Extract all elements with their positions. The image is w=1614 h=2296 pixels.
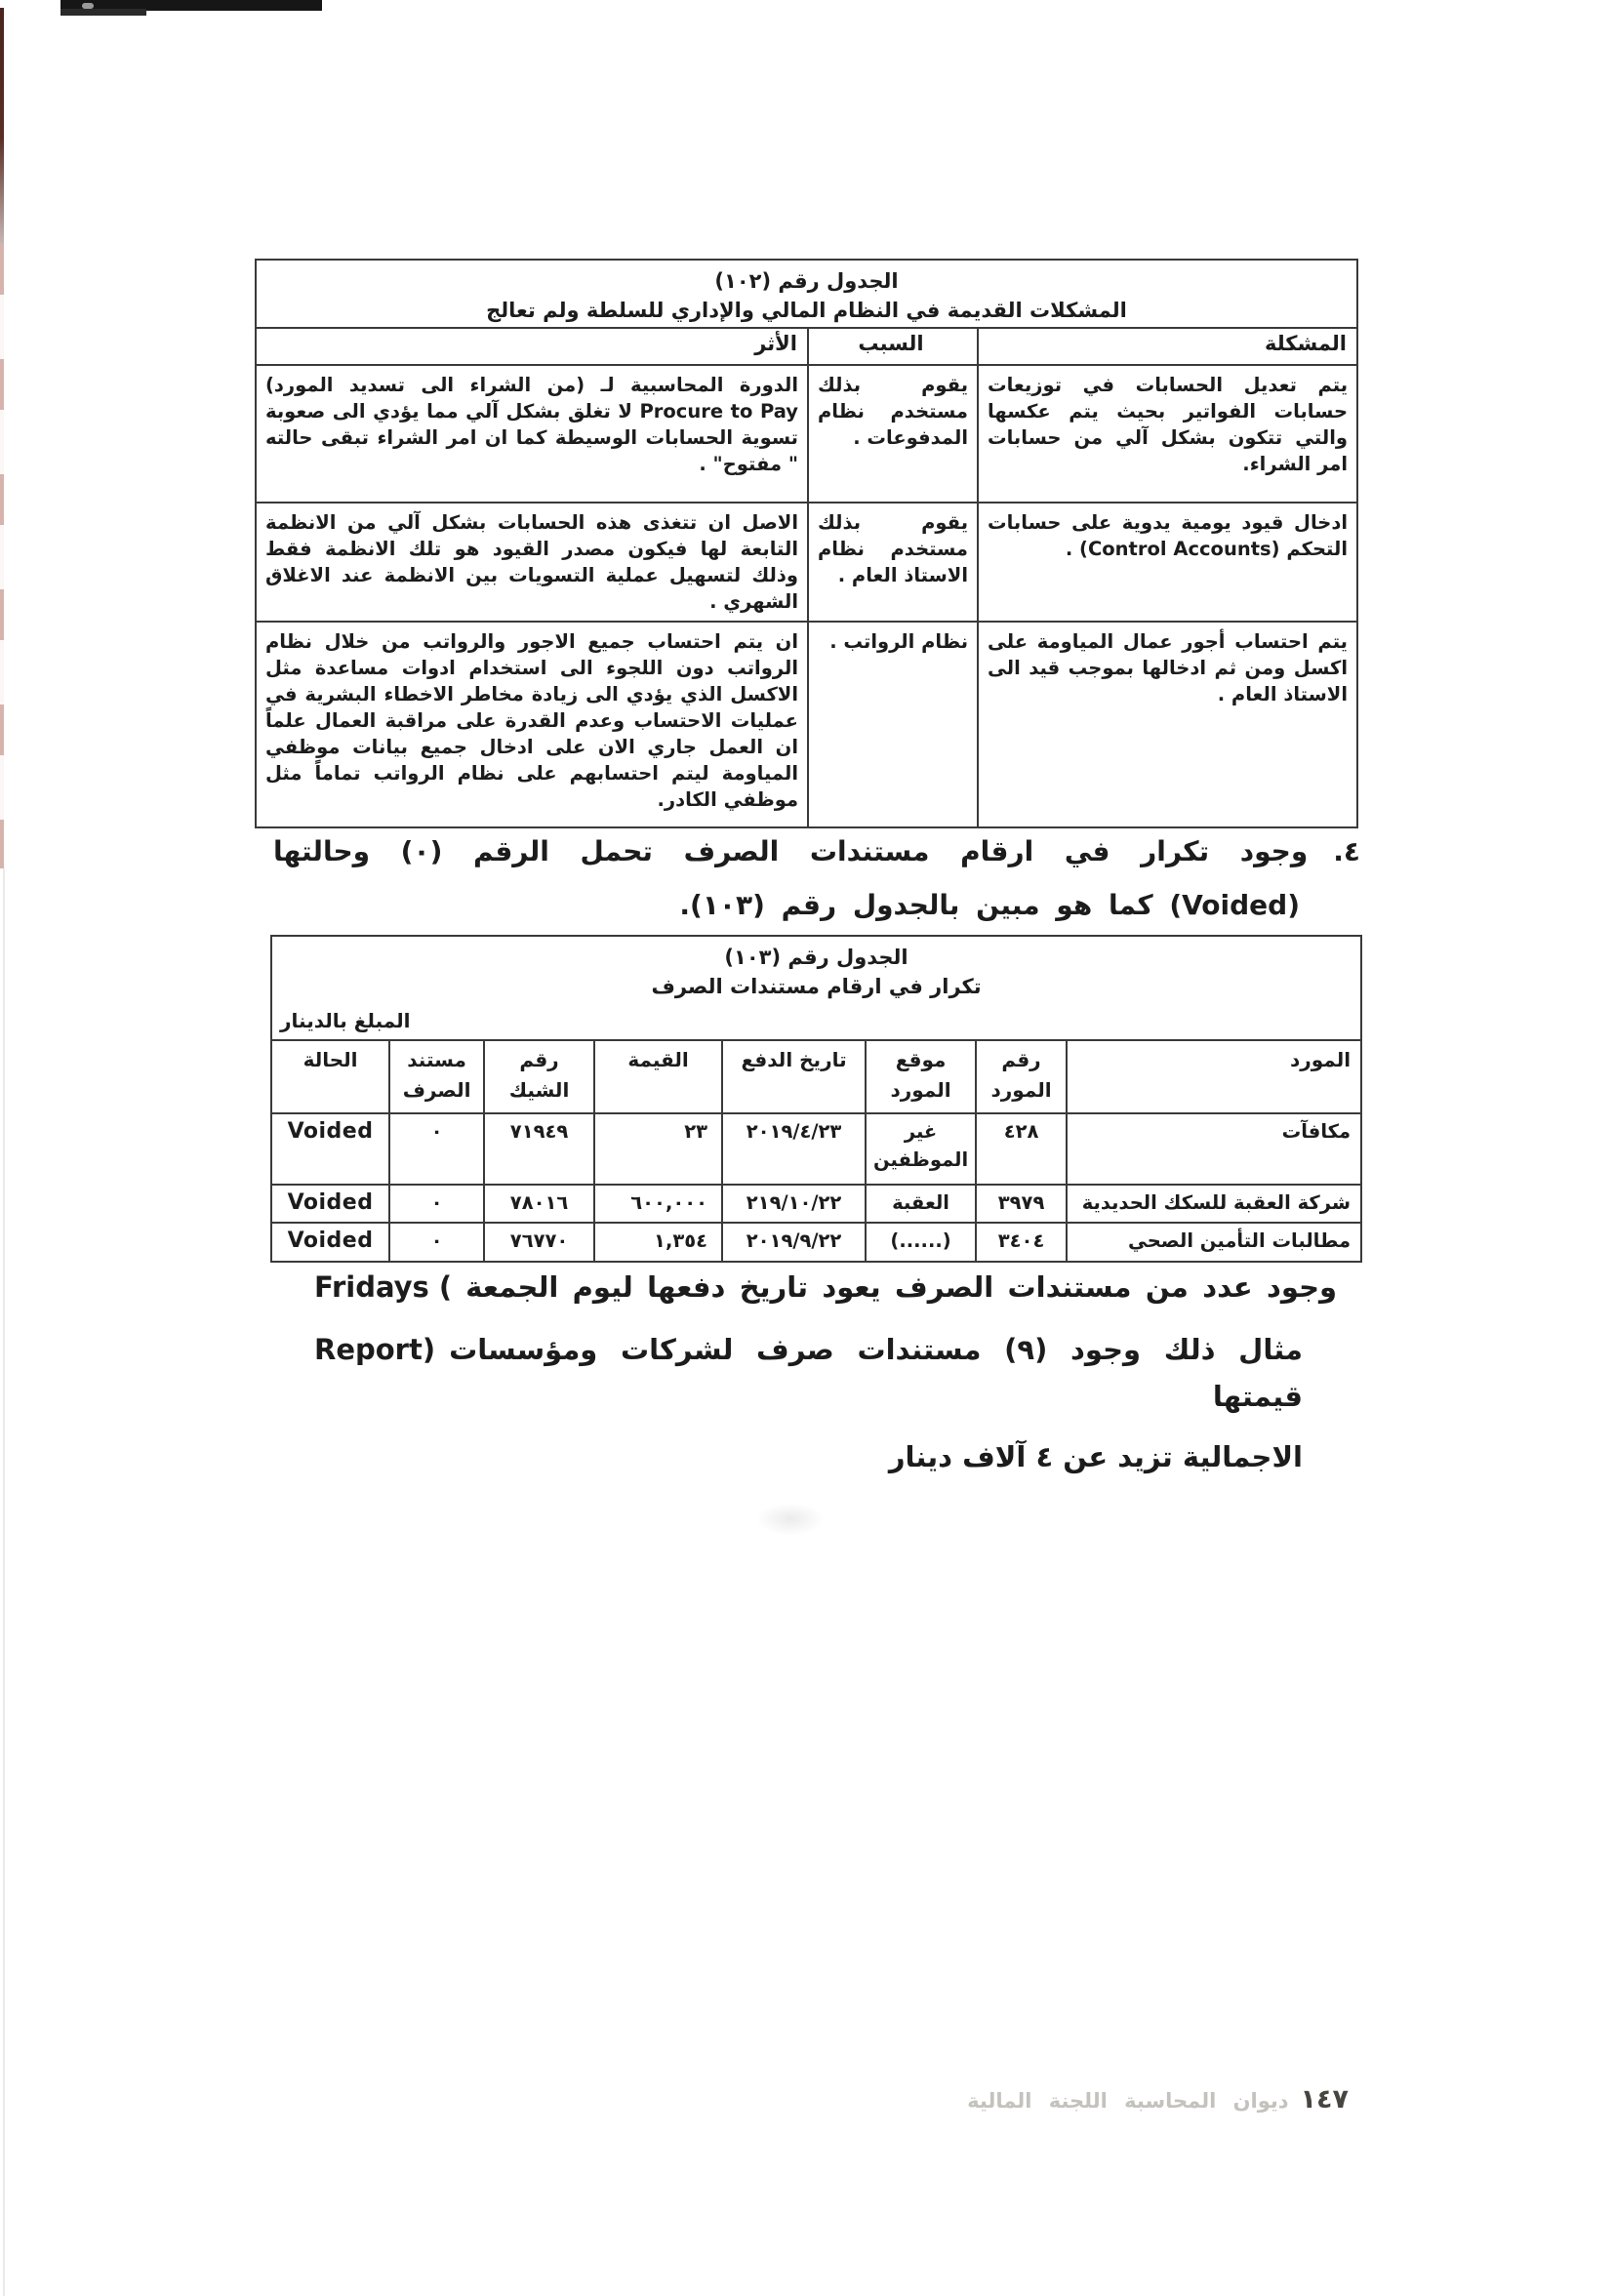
cell-value: ٢٣ <box>594 1113 722 1185</box>
fridays-line3: الاجمالية تزيد عن ٤ آلاف دينار <box>888 1440 1303 1473</box>
column-header-status: الحالة <box>271 1040 389 1113</box>
column-header-payment-doc: مستند الصرف <box>389 1040 484 1113</box>
table-102-title-row <box>256 260 1357 328</box>
table-102-title-line2: المشكلات القديمة في النظام المالي والإداري للسلطة ولم تعالج <box>486 299 1127 322</box>
table-row <box>271 1113 1361 1185</box>
cell-cause-3: نظام الرواتب . <box>808 622 978 827</box>
column-header-cause: السبب <box>808 328 978 365</box>
cell-cheque-no: ٧٦٧٧٠ <box>484 1223 594 1262</box>
column-header-value: القيمة <box>594 1040 722 1113</box>
scan-artifact-speck <box>82 3 94 9</box>
table-row <box>256 503 1357 622</box>
table-row <box>256 622 1357 827</box>
table-103-header-row <box>271 1040 1361 1113</box>
table-102-title-line1: الجدول رقم (١٠٢) <box>714 269 899 293</box>
cell-cause-2: يقوم بذلك مستخدم نظام الاستاذ العام . <box>808 503 978 622</box>
cell-status: Voided <box>271 1113 389 1185</box>
table-row <box>271 1185 1361 1223</box>
cell-supplier-site: (......) <box>866 1223 976 1262</box>
scan-artifact-edge-dashes <box>0 244 4 868</box>
table-103-duplicate-documents <box>270 935 1362 1263</box>
cell-supplier: مكافآت <box>1067 1113 1361 1185</box>
scan-artifact-edge-faint <box>3 868 5 2296</box>
fridays-line2 <box>277 1326 1337 1420</box>
cell-payment-doc: ٠ <box>389 1223 484 1262</box>
list-item-4-line2: (Voided) كما هو مبين بالجدول رقم (١٠٣). <box>679 889 1300 921</box>
scan-artifact-edge-line <box>0 8 4 244</box>
table-103-title <box>271 936 1361 1040</box>
page-footer <box>967 2084 1349 2115</box>
cell-problem-2: ادخال قيود يومية يدوية على حسابات التحكم (Control Accounts) . <box>978 503 1357 622</box>
cell-problem-1: يتم تعديل الحسابات في توزيعات حسابات الفواتير بحيث يتم عكسها والتي تتكون بشكل آلي من حسابات امر الشراء. <box>978 365 1357 503</box>
table-103-title-row <box>271 936 1361 1040</box>
cell-cheque-no: ٧٨٠١٦ <box>484 1185 594 1223</box>
cell-problem-3: يتم احتساب أجور عمال المياومة على اكسل ومن ثم ادخالها بموجب قيد الى الاستاذ العام . <box>978 622 1357 827</box>
cell-payment-doc: ٠ <box>389 1113 484 1185</box>
cell-effect-3: ان يتم احتساب جميع الاجور والرواتب من خلال نظام الرواتب دون اللجوء الى استخدام ادوات مساعدة مثل الاكسل الذي يؤدي الى زيادة مخاطر الاخطاء البشرية في عمليات الاحتساب وعدم القدرة على مراقبة العمال علماً ان العمل جاري الان على ادخال جميع بيانات موظفي المياومة ليتم احتسابهم على نظام الرواتب تماماً مثل موظفي الكادر. <box>256 622 808 827</box>
cell-value: ١,٣٥٤ <box>594 1223 722 1262</box>
cell-supplier-no: ٣٩٧٩ <box>976 1185 1067 1223</box>
cell-payment-date: ٢٠١٩/٤/٢٣ <box>722 1113 866 1185</box>
cell-status: Voided <box>271 1185 389 1223</box>
cell-supplier: مطالبات التأمين الصحي <box>1067 1223 1361 1262</box>
cell-supplier-no: ٤٢٨ <box>976 1113 1067 1185</box>
column-header-supplier-site: موقع المورد <box>866 1040 976 1113</box>
cell-value: ٦٠٠,٠٠٠ <box>594 1185 722 1223</box>
cell-supplier-no: ٣٤٠٤ <box>976 1223 1067 1262</box>
cell-effect-1: الدورة المحاسبية لـ (من الشراء الى تسديد المورد) Procure to Pay لا تغلق بشكل آلي مما يؤدي الى صعوبة تسوية الحسابات الوسيطة كما ان امر الشراء تبقى حالته " مفتوح" . <box>256 365 808 503</box>
list-item-4 <box>273 829 1360 928</box>
cell-supplier-site: العقبة <box>866 1185 976 1223</box>
column-header-supplier-no: رقم المورد <box>976 1040 1067 1113</box>
column-header-supplier: المورد <box>1067 1040 1361 1113</box>
fridays-line1-latin: Fridays ( <box>314 1270 453 1304</box>
column-header-cheque-no: رقم الشيك <box>484 1040 594 1113</box>
cell-payment-date: ٢٠١٩/٩/٢٢ <box>722 1223 866 1262</box>
cell-status: Voided <box>271 1223 389 1262</box>
column-header-effect: الأثر <box>256 328 808 365</box>
fridays-line1-arabic: وجود عدد من مستندات الصرف يعود تاريخ دفعها ليوم الجمعة <box>465 1270 1337 1304</box>
list-item-4-text: وجود تكرار في ارقام مستندات الصرف تحمل الرقم (٠) وحالتها <box>273 835 1309 867</box>
table-row <box>256 365 1357 503</box>
amount-in-dinars-note: المبلغ بالدينار <box>280 1009 411 1032</box>
footer-label: ديوان المحاسبة اللجنة المالية <box>967 2089 1289 2113</box>
column-header-problem: المشكلة <box>978 328 1357 365</box>
column-header-payment-date: تاريخ الدفع <box>722 1040 866 1113</box>
cell-payment-date: ٢١٩/١٠/٢٢ <box>722 1185 866 1223</box>
fridays-line2-arabic: مثال ذلك وجود (٩) مستندات صرف لشركات ومؤسسات قيمتها <box>449 1333 1304 1413</box>
table-102-old-problems <box>255 259 1358 828</box>
list-item-4-line1 <box>273 829 1360 874</box>
cell-cause-1: يقوم بذلك مستخدم نظام المدفوعات . <box>808 365 978 503</box>
scan-artifact-smudge <box>756 1503 825 1536</box>
fridays-report-paragraph <box>277 1264 1337 1480</box>
scan-artifact-top-bar-2 <box>61 9 146 16</box>
list-number: ٤. <box>1333 835 1360 867</box>
cell-payment-doc: ٠ <box>389 1185 484 1223</box>
fridays-line1 <box>277 1264 1337 1310</box>
cell-effect-2: الاصل ان تتغذى هذه الحسابات بشكل آلي من الانظمة التابعة لها فيكون مصدر القيود هو تلك الانظمة فقط وذلك لتسهيل عملية التسويات بين الانظمة عند الاغلاق الشهري . <box>256 503 808 622</box>
cell-supplier: شركة العقبة للسكك الحديدية <box>1067 1185 1361 1223</box>
fridays-line2-latin: Report) <box>314 1333 436 1366</box>
table-102-header-row <box>256 328 1357 365</box>
table-row <box>271 1223 1361 1262</box>
table-102-title <box>256 260 1357 328</box>
cell-supplier-site: غير الموظفين <box>866 1113 976 1185</box>
table-103-title-line1: الجدول رقم (١٠٣) <box>724 946 908 969</box>
cell-cheque-no: ٧١٩٤٩ <box>484 1113 594 1185</box>
table-103-title-line2: تكرار في ارقام مستندات الصرف <box>651 975 982 998</box>
page-number: ١٤٧ <box>1300 2084 1349 2115</box>
